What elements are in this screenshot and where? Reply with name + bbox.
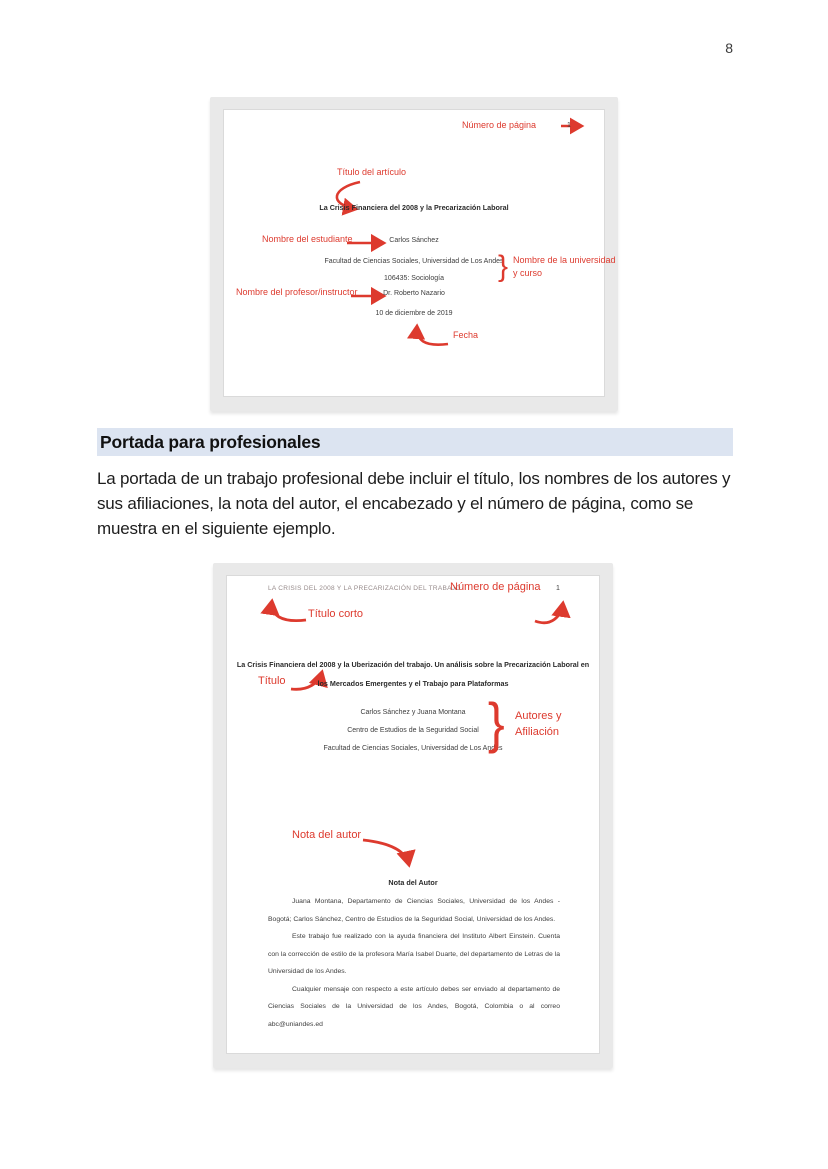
doc-article-title: La Crisis Financiera del 2008 y la Precarización Laboral	[319, 203, 509, 212]
doc-affiliation1: Centro de Estudios de la Seguridad Social	[347, 727, 479, 734]
title-annotation: Título	[258, 675, 286, 687]
professional-cover-figure	[213, 563, 613, 1068]
section-paragraph: La portada de un trabajo profesional debe incluir el título, los nombres de los autores y sus afiliaciones, la nota del autor, el encabezado y el número de página, como se muestra en el siguiente ejemplo.	[97, 469, 731, 538]
doc-page-number: 1	[567, 122, 571, 129]
page-number-annotation: Número de página	[450, 581, 541, 593]
doc-title-line2: los Mercados Emergentes y el Trabajo para Plataformas	[317, 679, 509, 688]
doc-affiliation2: Facultad de Ciencias Sociales, Universidad de Los Andes	[323, 745, 503, 752]
student-cover-paper	[223, 109, 605, 397]
doc-title-line1: La Crisis Financiera del 2008 y la Uberización del trabajo. Un análisis sobre la Precarización Laboral en	[236, 660, 590, 669]
doc-authors: Carlos Sánchez y Juana Montana	[360, 709, 466, 716]
doc-author-note-text	[268, 893, 560, 1033]
section-heading: Portada para profesionales	[100, 431, 321, 452]
university-brace-icon: }	[498, 250, 509, 283]
short-title-annotation: Título corto	[308, 608, 364, 620]
authors-brace-icon: }	[487, 691, 505, 754]
university-annotation-line1: Nombre de la universidad	[513, 255, 616, 265]
authors-annotation-line2: Afiliación	[515, 726, 560, 738]
note-paragraph: Cualquier mensaje con respecto a este artículo debes ser enviado al departamento de Ciencias Sociales de la Universidad de los Andes, Bogotá, Colombia o al correo abc@uniandes.ed	[268, 985, 560, 1028]
professor-annotation: Nombre del profesor/instructor	[236, 287, 358, 297]
page-number-annotation: Número de página	[462, 120, 537, 130]
article-title-annotation: Título del artículo	[337, 167, 407, 177]
doc-note-heading: Nota del Autor	[388, 878, 438, 887]
doc-student-name: Carlos Sánchez	[389, 237, 439, 244]
doc-course: 106435: Sociología	[384, 275, 444, 282]
doc-affiliation: Facultad de Ciencias Sociales, Universidad de Los Andes	[324, 258, 504, 265]
date-annotation: Fecha	[453, 330, 479, 340]
author-note-annotation: Nota del autor	[292, 829, 362, 841]
section-heading-bar	[97, 428, 733, 456]
student-name-annotation: Nombre del estudiante	[262, 234, 353, 244]
authors-annotation-line1: Autores y	[515, 710, 562, 722]
doc-professor-name: Dr. Roberto Nazario	[383, 290, 445, 297]
doc-page-number: 1	[556, 585, 560, 592]
page-number: 8	[725, 40, 733, 56]
doc-date: 10 de diciembre de 2019	[375, 310, 453, 317]
student-cover-figure	[210, 97, 618, 411]
university-annotation-line2: y curso	[513, 268, 543, 278]
note-paragraph: Este trabajo fue realizado con la ayuda financiera del Instituto Albert Einstein. Cuenta con la corrección de estilo de la profesora María Isabel Duarte, del departamento de Letras de la Universidad de los Andes.	[268, 933, 560, 975]
doc-running-head: LA CRISIS DEL 2008 Y LA PRECARIZACIÓN DEL TRABAJO	[268, 585, 461, 592]
note-paragraph: Juana Montana, Departamento de Ciencias Sociales, Universidad de los Andes - Bogotá; Carlos Sánchez, Centro de Estudios de la Seguridad Social, Universidad de los Andes.	[268, 898, 560, 923]
